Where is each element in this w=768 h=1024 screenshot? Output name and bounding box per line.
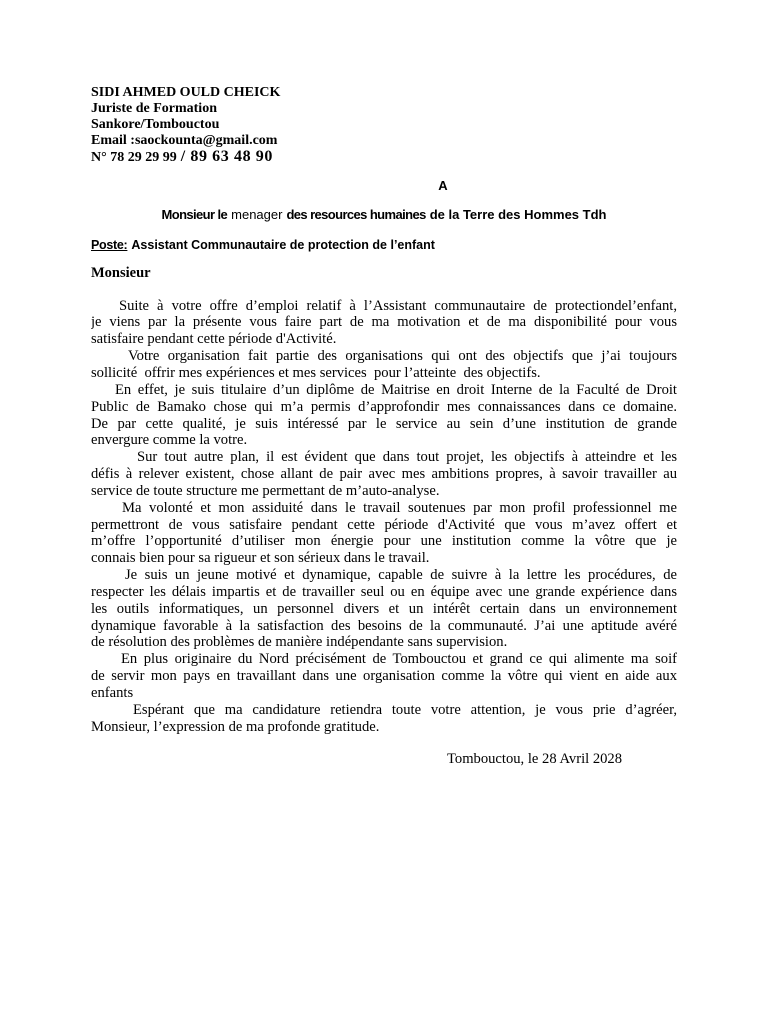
body-line: je viens par la présente vous faire part de ma motivation et de ma disponibilité pour vous (91, 314, 677, 331)
paragraph (91, 500, 677, 567)
paragraph (91, 702, 677, 736)
subject-value: Assistant Communautaire de protection de l’enfant (131, 238, 435, 252)
body-line: connais bien pour sa rigueur et son sérieux dans le travail. (91, 550, 430, 567)
body-line: satisfaire pendant cette période d'Activité. (91, 331, 337, 348)
paragraph (91, 298, 677, 349)
body-line: Espérant que ma candidature retiendra toute votre attention, je vous prie d’agréer, (133, 701, 677, 718)
paragraph (91, 449, 677, 500)
letter-body (91, 298, 677, 736)
body-line: de servir mon pays en travaillant dans une organisation comme la vôtre qui vient en aide aux (91, 668, 677, 685)
body-line: sollicité offrir mes expériences et mes services pour l’atteinte des objectifs. (91, 364, 541, 381)
sender-phone (91, 149, 491, 165)
body-line: Ma volonté et mon assiduité dans le travail soutenues par mon profil professionnel me (122, 499, 677, 516)
subject-line (91, 237, 435, 253)
body-line: Monsieur, l’expression de ma profonde gratitude. (91, 718, 380, 735)
body-line: De par cette qualité, je suis intéressé par le service au sein d’une institution de grande (91, 415, 677, 432)
sender-location: Sankore/Tombouctou (91, 117, 220, 132)
body-line: Votre organisation fait partie des organisations qui ont des objectifs que j’ai toujours (128, 348, 677, 365)
paragraph (91, 382, 677, 449)
body-line: En effet, je suis titulaire d’un diplôme de Maitrise en droit Interne de la Faculté de Droit (115, 381, 677, 398)
sender-phone-primary: N° 78 29 29 99 (91, 150, 177, 165)
body-line: Public de Bamako chose qui m’a permis d’approfondir mes connaissances dans ce domaine. (91, 398, 677, 415)
body-line: envergure comme la votre. (91, 432, 248, 449)
paragraph (91, 567, 677, 651)
body-line: m’offre l’opportunité d’utiliser mon énergie pour une institution comme la vôtre que je (91, 533, 677, 550)
body-line: de résolution des problèmes de manière indépendante sans supervision. (91, 634, 508, 651)
body-line: respecter les délais impartis et de travailler seul ou en équipe avec une grande expérience dans (91, 583, 677, 600)
recipient-part-3: des resources humaines (286, 207, 426, 222)
body-line: dynamique favorable à la satisfaction des besoins de la communauté. J’ai une aptitude avéré (91, 617, 677, 634)
sender-name: SIDI AHMED OULD CHEICK (91, 85, 281, 100)
sender-title: Juriste de Formation (91, 101, 217, 116)
recipient-prefix: A (438, 178, 448, 193)
sender-email: Email :saockounta@gmail.com (91, 133, 278, 148)
body-line: permettront de vous satisfaire pendant cette période d'Activité que vous m’avez offert et (91, 516, 677, 533)
body-line: En plus originaire du Nord précisément de Tombouctou et grand ce qui alimente ma soif (121, 651, 677, 668)
sender-block (91, 85, 491, 165)
body-line: défis à relever existent, chose allant de pair avec mes ambitions propres, à savoir travailler au (91, 466, 677, 483)
recipient-part-4: de la Terre des Hommes Tdh (429, 207, 607, 222)
body-line: enfants (91, 685, 134, 701)
body-line: Je suis un jeune motivé et dynamique, capable de suivre à la lettre les procédures, de (125, 567, 677, 584)
body-line: les outils informatiques, un personnel divers et un intérêt certain dans un environnement (91, 600, 677, 617)
sender-phone-secondary: / 89 63 48 90 (180, 148, 273, 165)
salutation: Monsieur (91, 265, 151, 281)
paragraph (91, 348, 677, 382)
closing-place-date: Tombouctou, le 28 Avril 2028 (447, 751, 623, 767)
paragraph (91, 651, 677, 702)
recipient-part-2: menager (231, 207, 283, 222)
recipient-part-1: Monsieur le (161, 207, 228, 222)
subject-label: Poste: (91, 238, 128, 252)
recipient-line (0, 207, 768, 223)
body-line: service de toute structure me permettant de m’auto-analyse. (91, 482, 440, 499)
body-line: Sur tout autre plan, il est évident que dans tout projet, les objectifs à atteindre et les (137, 449, 677, 466)
body-line: Suite à votre offre d’emploi relatif à l’Assistant communautaire de protectiondel’enfant, (119, 297, 677, 314)
